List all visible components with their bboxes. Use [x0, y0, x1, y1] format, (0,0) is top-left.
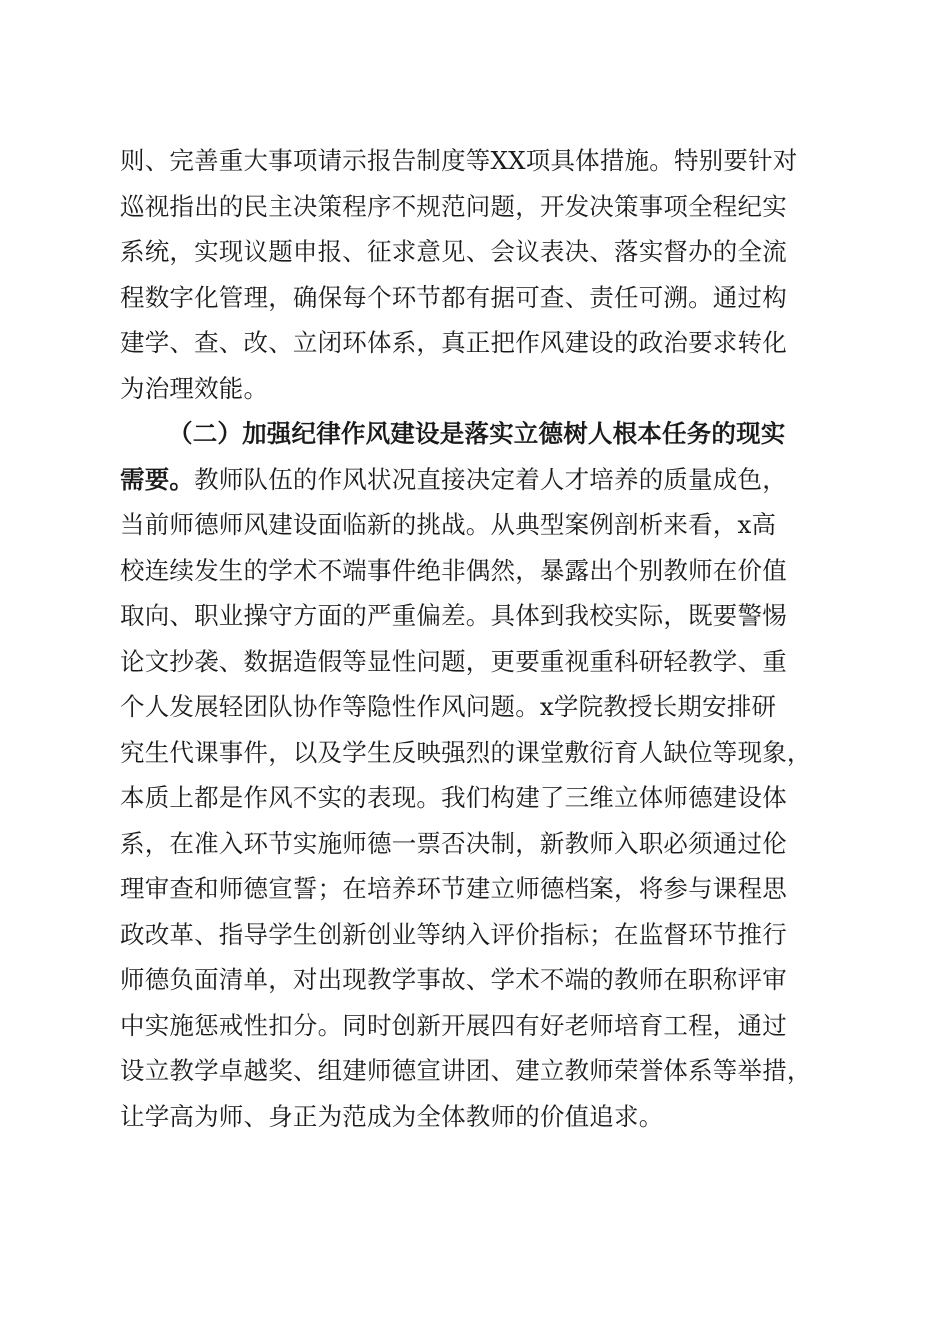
text-line: 程数字化管理，确保每个环节都有据可查、责任可溯。通过构 — [120, 282, 787, 312]
text-line: 取向、职业操守方面的严重偏差。具体到我校实际，既要警惕 — [120, 601, 787, 630]
text-line: 理审查和师德宣誓；在培养环节建立师德档案，将参与课程思 — [120, 874, 787, 903]
text-line: 巡视指出的民主决策程序不规范问题，开发决策事项全程纪实 — [120, 191, 787, 221]
text-line: 系，在准入环节实施师德一票否决制，新教师入职必须通过伦 — [120, 828, 787, 858]
text-line: 政改革、指导学生创新创业等纳入评价指标；在监督环节推行 — [120, 919, 787, 949]
text-line: 本质上都是作风不实的表现。我们构建了三维立体师德建设体 — [120, 783, 787, 812]
paragraph-2 — [120, 411, 840, 1139]
text-line: 中实施惩戒性扣分。同时创新开展四有好老师培育工程，通过 — [120, 1010, 787, 1040]
text-line — [120, 457, 840, 503]
text-line: 论文抄袭、数据造假等显性问题，更要重视重科研轻教学、重 — [120, 646, 787, 676]
paragraph-1 — [120, 138, 840, 411]
text-line: 个人发展轻团队协作等隐性作风问题。x学院教授长期安排研 — [120, 692, 777, 721]
text-line-rest: 教师队伍的作风状况直接决定着人才培养的质量成色， — [194, 464, 787, 494]
document-body — [120, 138, 840, 1139]
text-line: 究生代课事件，以及学生反映强烈的课堂敷衍育人缺位等现象， — [120, 737, 812, 767]
section-heading-end: 需要。 — [120, 464, 195, 494]
text-line: 系统，实现议题申报、征求意见、会议表决、落实督办的全流 — [120, 237, 787, 266]
text-line: 建学、查、改、立闭环体系，真正把作风建设的政治要求转化 — [120, 328, 787, 357]
text-line: 师德负面清单，对出现教学事故、学术不端的教师在职称评审 — [120, 965, 787, 994]
text-line: 则、完善重大事项请示报告制度等XX项具体措施。特别要针对 — [120, 146, 798, 175]
section-heading: （二）加强纪律作风建设是落实立德树人根本任务的现实 — [168, 419, 786, 448]
text-line: 校连续发生的学术不端事件绝非偶然，暴露出个别教师在价值 — [120, 555, 787, 585]
text-line: 为治理效能。 — [120, 373, 269, 403]
text-line: 让学高为师、身正为范成为全体教师的价值追求。 — [120, 1101, 664, 1131]
text-line: 当前师德师风建设面临新的挑战。从典型案例剖析来看，x高 — [120, 510, 777, 539]
text-line: 设立教学卓越奖、组建师德宣讲团、建立教师荣誉体系等举措， — [120, 1056, 812, 1085]
